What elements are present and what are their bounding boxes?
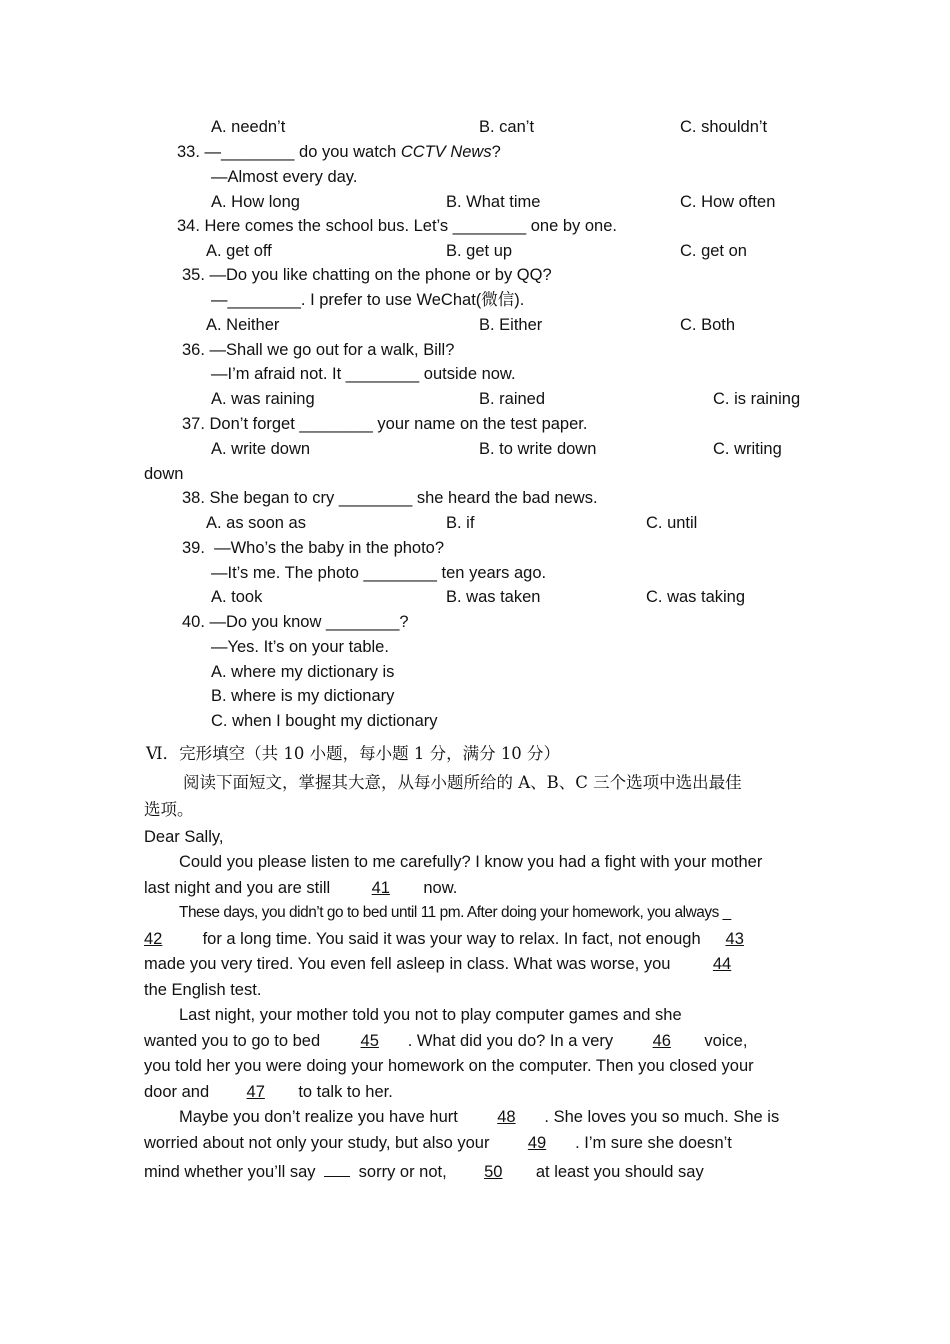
q39-reply: —It’s me. The photo ________ ten years ago. (211, 564, 547, 582)
passage-text: . I’m sure she doesn’t (575, 1134, 732, 1152)
passage-text: . What did you do? In a very (407, 1032, 618, 1050)
passage-p4-line2 (144, 1135, 732, 1152)
q35-reply: —________. I prefer to use WeChat(微信). (211, 291, 525, 309)
q36-reply: —I’m afraid not. It ________ outside now. (211, 365, 516, 383)
passage-text: for a long time. You said it was your way to relax. In fact, not enough (198, 930, 706, 948)
blank-47: 47 (246, 1083, 265, 1101)
passage-text: These days, you didn’t go to bed until 11 pm. After doing your homework, you always (179, 904, 719, 921)
blank-42: 42 (144, 930, 163, 948)
q33-option-b: B. What time (446, 193, 541, 211)
passage-text: mind whether you’ll say (144, 1163, 321, 1181)
q35-option-a: A. Neither (206, 316, 280, 334)
blank-46: 46 (652, 1032, 671, 1050)
section-instruction-line1: 阅读下面短文，掌握其大意，从每小题所给的 A、B、C 三个选项中选出最佳 (183, 773, 742, 792)
q32-option-b: B. can’t (479, 118, 535, 136)
q39-stem: 39. —Who’s the baby in the photo? (182, 539, 445, 557)
q40-reply: —Yes. It’s on your table. (211, 638, 389, 656)
passage-p4-line1 (179, 1109, 779, 1126)
q34-option-b: B. get up (446, 242, 513, 260)
passage-text: at least you should say (531, 1163, 704, 1181)
blank-41: 41 (371, 879, 390, 897)
q35-option-c: C. Both (680, 316, 736, 334)
passage-p3-line3: you told her you were doing your homework on the computer. Then you closed your (144, 1057, 754, 1075)
q34-option-a: A. get off (206, 242, 272, 260)
blank-unnumbered (324, 1160, 350, 1177)
passage-text: _ (718, 904, 731, 921)
blank-43: 43 (725, 930, 744, 948)
passage-salutation: Dear Sally, (144, 828, 224, 846)
passage-p2-line3 (144, 956, 765, 973)
passage-p4-line3 (144, 1160, 704, 1181)
q35-stem: 35. —Do you like chatting on the phone or by QQ? (182, 266, 552, 284)
passage-text: . She loves you so much. She is (544, 1108, 780, 1126)
q36-option-a: A. was raining (211, 390, 315, 408)
q33-stem-suffix: ? (491, 143, 501, 161)
passage-p1-line1: Could you please listen to me carefully? I know you had a fight with your mother (179, 853, 763, 871)
passage-p1-line2 (144, 880, 457, 897)
passage-text: to talk to her. (293, 1083, 393, 1101)
q33-reply: —Almost every day. (211, 168, 358, 186)
q40-option-b: B. where is my dictionary (211, 687, 395, 705)
q39-option-a: A. took (211, 588, 263, 606)
passage-text: last night and you are still (144, 879, 335, 897)
q32-option-c: C. shouldn’t (680, 118, 768, 136)
q33-stem-italic: CCTV News (400, 143, 492, 161)
q38-option-b: B. if (446, 514, 475, 532)
passage-text: now. (418, 879, 458, 897)
passage-p2-line1 (179, 905, 731, 920)
q33-stem (177, 144, 501, 161)
blank-45: 45 (360, 1032, 379, 1050)
q32-option-a: A. needn’t (211, 118, 286, 136)
q39-option-b: B. was taken (446, 588, 541, 606)
passage-text: sorry or not, (354, 1163, 452, 1181)
q38-stem: 38. She began to cry ________ she heard the bad news. (182, 489, 598, 507)
q35-option-b: B. Either (479, 316, 543, 334)
blank-44: 44 (712, 955, 732, 973)
passage-p3-line1: Last night, your mother told you not to play computer games and she (179, 1006, 682, 1024)
q34-option-c: C. get on (680, 242, 747, 260)
q36-option-b: B. rained (479, 390, 546, 408)
passage-p2-line2 (144, 931, 762, 948)
q36-stem: 36. —Shall we go out for a walk, Bill? (182, 341, 455, 359)
q40-stem: 40. —Do you know ________? (182, 613, 409, 631)
passage-text: voice, (699, 1032, 748, 1050)
passage-p2-line4: the English test. (144, 981, 262, 999)
q39-option-c: C. was taking (646, 588, 746, 606)
q33-stem-prefix: 33. —________ do you watch (177, 143, 401, 161)
passage-text: door and (144, 1083, 214, 1101)
passage-text: worried about not only your study, but also your (144, 1134, 495, 1152)
q37-option-b: B. to write down (479, 440, 597, 458)
q33-option-c: C. How often (680, 193, 776, 211)
q36-option-c: C. is raining (713, 390, 801, 408)
q37-option-c-wrap: down (144, 465, 184, 483)
blank-50: 50 (484, 1163, 503, 1181)
passage-text: wanted you to go to bed (144, 1032, 325, 1050)
q33-option-a: A. How long (211, 193, 300, 211)
passage-p3-line2 (144, 1033, 747, 1050)
q37-option-a: A. write down (211, 440, 311, 458)
section-heading: Ⅵ．完形填空（共 10 小题，每小题 1 分，满分 10 分） (146, 744, 561, 763)
q37-option-c: C. writing (713, 440, 782, 458)
q34-stem: 34. Here comes the school bus. Let’s ________ one by one. (177, 217, 617, 235)
passage-text: Maybe you don’t realize you have hurt (179, 1108, 463, 1126)
q37-stem: 37. Don’t forget ________ your name on the test paper. (182, 415, 588, 433)
q40-option-c: C. when I bought my dictionary (211, 712, 438, 730)
passage-text: made you very tired. You even fell asleep in class. What was worse, you (144, 955, 676, 973)
q38-option-a: A. as soon as (206, 514, 306, 532)
q40-option-a: A. where my dictionary is (211, 663, 395, 681)
q38-option-c: C. until (646, 514, 698, 532)
section-instruction-line2: 选项。 (144, 800, 194, 819)
passage-p3-line4 (144, 1084, 393, 1101)
blank-49: 49 (527, 1134, 547, 1152)
blank-48: 48 (497, 1108, 516, 1126)
